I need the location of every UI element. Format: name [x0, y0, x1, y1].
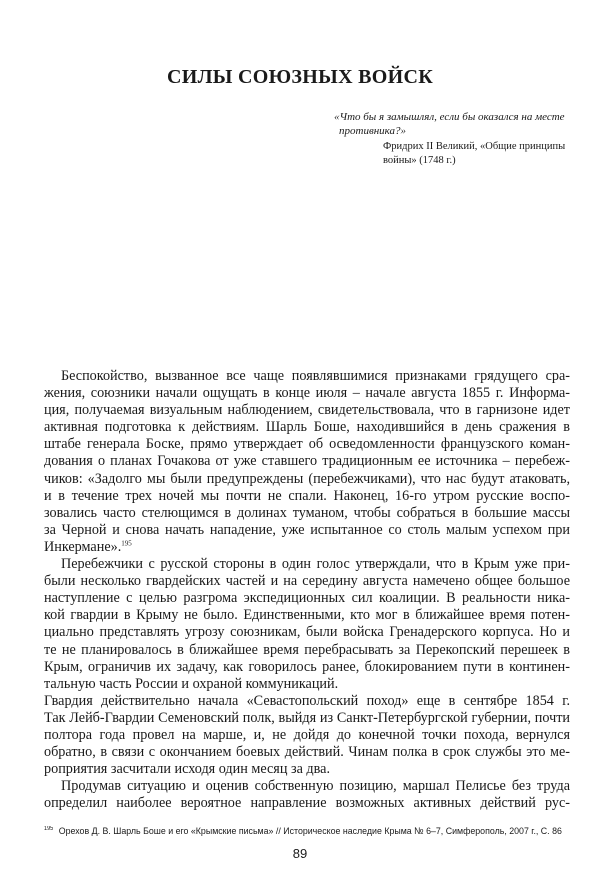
line-text: Продумав ситуацию и оценив собственную позицию, маршал Пелисье без труда: [61, 778, 570, 795]
line-text: были несколько гвардейских частей и на середину августа намечено общее большое: [44, 573, 570, 590]
line-text: чиков: «Задолго мы были предупреждены (перебежчиками), что нас будут атаковать,: [44, 470, 570, 487]
text-line: [44, 778, 570, 795]
paragraph: [44, 368, 570, 556]
text-line: [44, 436, 570, 453]
line-text: зовались часто стелющимся в долинах туманом, чтобы собраться в большие массы: [44, 504, 570, 521]
attribution-line: войны» (1748 г.): [383, 155, 456, 166]
page-number: 89: [292, 846, 308, 861]
line-text: жения, союзники начали ощущать в конце июля – начале августа 1855 г. Информа-: [44, 385, 570, 402]
attribution-line: Фридрих II Великий, «Общие принципы: [383, 141, 566, 152]
text-line: [44, 471, 570, 488]
line-text: циально представлять угрозу союзникам, были войска Гренадерского корпуса. Но и: [44, 624, 570, 641]
text-line: [44, 761, 570, 778]
paragraph: [44, 778, 570, 812]
line-text: тальную часть России и охраной коммуникаций.: [44, 675, 339, 692]
line-text: полтора года провел на марше, и, не дойдя до конечной точки похода, вернулся: [44, 726, 570, 743]
line-text: штабе генерала Боске, прямо утверждает об осведомленности французского коман-: [44, 436, 570, 453]
line-text: те не планировалось в ближайшее время перебрасывать за Перекопский перешеек в: [44, 641, 570, 658]
text-line: [44, 385, 570, 402]
line-text: и в течение трех ночей мы почти не спали. Наконец, 16-го утром русские воспо-: [44, 487, 570, 504]
line-text: обратно, в связи с окончанием боевых действий. Чинам полка в срок службы это ме-: [44, 744, 570, 761]
paragraph: [44, 556, 570, 693]
line-text: Беспокойство, вызванное все чаще появлявшимися признаками грядущего сра-: [61, 368, 570, 384]
text-line: [44, 522, 570, 539]
line-text: ция, получаемая визуальным наблюдением, свидетельствовала, что в гарнизоне идет: [44, 402, 570, 419]
text-line: [44, 488, 570, 505]
epigraph-line: противника?»: [339, 125, 407, 137]
text-line: [44, 607, 570, 624]
text-line: [44, 642, 570, 659]
text-line: [44, 556, 570, 573]
line-text: Инкермане».: [44, 538, 122, 555]
text-line: [44, 590, 570, 607]
text-line: [44, 539, 570, 556]
text-line: [44, 402, 570, 419]
text-line: [44, 795, 570, 812]
line-text: Крым, ограничив их задачу, как говорилось ранее, блокированием пути в континен-: [44, 658, 570, 675]
line-text: наступление с целью разгрома экспедиционных сил коалиции. В реальности ника-: [44, 590, 570, 607]
text-line: [44, 505, 570, 522]
text-line: [44, 419, 570, 436]
footnote-reference[interactable]: 195: [121, 539, 132, 548]
epigraph-line: «Что бы я замышлял, если бы оказался на месте: [334, 111, 565, 123]
footnote: [44, 825, 562, 837]
text-line: [44, 368, 570, 385]
line-text: Так Лейб-Гвардии Семеновский полк, выйдя из Санкт-Петербургской губернии, почти: [44, 709, 570, 726]
body-text: [44, 368, 570, 812]
chapter-title: СИЛЫ СОЮЗНЫХ ВОЙСК: [166, 66, 434, 88]
line-text: Перебежчики с русской стороны в один голос утверждали, что в Крым уже при-: [61, 556, 570, 573]
line-text: Гвардия действительно начала «Севастопольский поход» еще в сентябре 1854 г.: [44, 692, 570, 709]
text-line: [44, 727, 570, 744]
epigraph-attribution: [383, 140, 583, 168]
line-text: кой гвардии в Крыму не было. Единственными, кто мог в ближайшее время потен-: [44, 607, 570, 624]
line-text: дования о планах Гочакова от уже ставшего традиционным ее источника – перебеж-: [44, 453, 570, 470]
text-line: [44, 693, 570, 710]
line-text: активная подготовка к действиям. Шарль Боше, находившийся в день сражения в: [44, 419, 570, 436]
text-line: [44, 676, 570, 693]
text-line: [44, 659, 570, 676]
text-line: [44, 624, 570, 641]
line-text: определил наиболее вероятное направление возможных активных действий рус-: [44, 795, 570, 812]
footnote-text: Орехов Д. В. Шарль Боше и его «Крымские письма» // Историческое наследие Крыма № 6–7, Симферополь, 2007 г., С. 86: [58, 826, 562, 837]
text-line: [44, 453, 570, 470]
footnote-number: 195: [44, 825, 54, 832]
text-line: [44, 710, 570, 727]
text-line: [44, 744, 570, 761]
line-text: за Черной и снова начать нападение, уже испытанное со столь малым успехом при: [44, 521, 570, 538]
paragraph: [44, 693, 570, 778]
text-line: [44, 573, 570, 590]
line-text: роприятия засчитали исходя один месяц за два.: [44, 761, 330, 778]
epigraph-quote: [334, 110, 574, 138]
